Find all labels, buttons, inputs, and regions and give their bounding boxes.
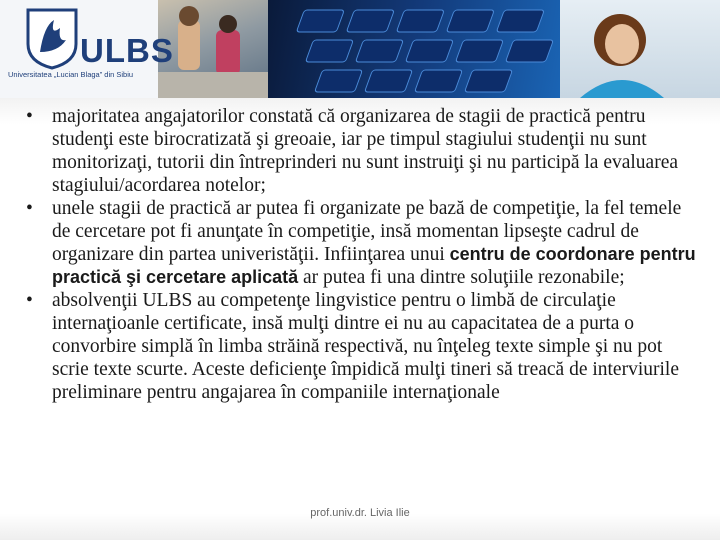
bullet-text-bold: centru de coordonare pentru practică şi cercetare aplicată <box>52 244 696 287</box>
ulbs-crest-icon <box>24 6 80 70</box>
bullet-text-pre: unele stagii de practică ar putea fi organizate pe bază de competiţie, la fel temele de cercetare pot fi anunţate în competiţie, insă momentan lipseşte cadrul de organizare din partea univeristăţii. Infiinţarea unui <box>52 198 682 265</box>
portrait-photo <box>560 0 720 98</box>
bullet-text-post: ar putea fi una dintre soluţiile rezonabile; <box>298 267 625 288</box>
logo-text: ULBS <box>80 32 174 69</box>
header-banner <box>0 0 720 98</box>
list-item <box>24 289 696 404</box>
portrait-illustration <box>560 0 720 98</box>
bullet-text: majoritatea angajatorilor constată că organizarea de stagii de practică pentru studenţi este birocratizată şi greoaie, iar pe timpul stagiului studenţii nu sunt monitorizaţi, tutorii din întreprinderi nu sunt instruiţi şi nu participă la evaluarea stagiului/acordarea notelor; <box>52 106 679 196</box>
bullet-text: absolvenţii ULBS au competenţe lingvistice pentru o limbă de circulaţie internaţioanle certificate, insă mulţi dintre ei nu au capacitatea de a purta o convorbire simplă în limba străină respectivă, nu înţeleg texte simple şi nu pot scrie texte scurte. Aceste deficienţe împidică mulţi tineri să treacă de interviurile preliminare pentru angajarea în companiile internaţionale <box>52 290 679 403</box>
bullet-icon: • <box>26 106 33 127</box>
logo-panel <box>0 0 174 98</box>
university-name: Universitatea „Lucian Blaga” din Sibiu <box>8 70 134 79</box>
students-illustration <box>158 0 268 98</box>
list-item <box>24 105 696 197</box>
footer-author: prof.univ.dr. Livia Ilie <box>310 507 410 519</box>
bullet-list <box>24 105 696 404</box>
bullet-icon: • <box>26 198 33 219</box>
list-item <box>24 197 696 289</box>
students-photo <box>158 0 268 98</box>
keyboard-illustration <box>268 0 560 98</box>
keyboard-photo <box>268 0 560 98</box>
bullet-icon: • <box>26 290 33 311</box>
